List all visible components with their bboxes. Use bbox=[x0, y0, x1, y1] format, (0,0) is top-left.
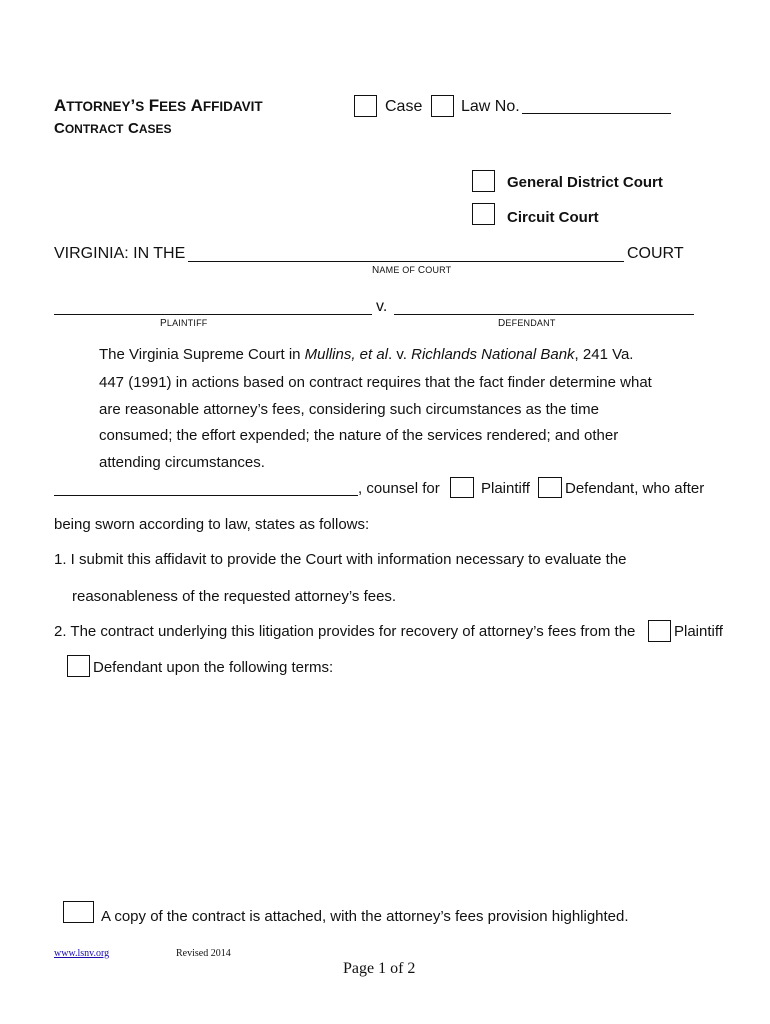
intro-line-4: consumed; the effort expended; the nature of the services rendered; and other bbox=[99, 427, 619, 444]
footer-revised: Revised 2014 bbox=[176, 948, 231, 959]
case-label: Case bbox=[385, 98, 423, 115]
case-checkbox[interactable] bbox=[354, 95, 377, 117]
item-2-line-1: 2. The contract underlying this litigation provides for recovery of attorney’s fees from the bbox=[54, 623, 636, 640]
sworn-statement: being sworn according to law, states as follows: bbox=[54, 516, 370, 533]
court-name-field[interactable] bbox=[188, 261, 624, 262]
form-subtitle: CONTRACT CASES bbox=[54, 120, 172, 137]
contract-terms-area[interactable] bbox=[54, 690, 714, 890]
circuit-court-checkbox[interactable] bbox=[472, 203, 495, 225]
item-1-line-2: reasonableness of the requested attorney’s fees. bbox=[72, 588, 397, 605]
counsel-name-field[interactable] bbox=[54, 495, 358, 496]
intro-line-3: are reasonable attorney’s fees, considering such circumstances as the time bbox=[99, 401, 599, 418]
law-no-checkbox[interactable] bbox=[431, 95, 454, 117]
item-1-line-1: 1. I submit this affidavit to provide the Court with information necessary to evaluate the bbox=[54, 551, 627, 568]
court-suffix: COURT bbox=[627, 245, 684, 262]
law-no-label: Law No. bbox=[461, 98, 520, 115]
counsel-for-label: , counsel for bbox=[358, 480, 440, 497]
defendant-caption: DEFENDANT bbox=[498, 318, 556, 329]
footer-link[interactable]: www.lsnv.org bbox=[54, 948, 110, 959]
intro-line-2: 447 (1991) in actions based on contract requires that the fact finder determine what bbox=[99, 374, 652, 391]
general-district-court-label: General District Court bbox=[507, 174, 663, 191]
copy-attached-checkbox[interactable] bbox=[63, 901, 94, 923]
plaintiff-field[interactable] bbox=[54, 314, 372, 315]
item-2-defendant-checkbox[interactable] bbox=[67, 655, 90, 677]
intro-line-1: The Virginia Supreme Court in Mullins, et al. v. Richlands National Bank, 241 Va. bbox=[99, 346, 634, 363]
item-2-defendant-label: Defendant upon the following terms: bbox=[93, 659, 334, 676]
versus-label: v. bbox=[376, 298, 388, 315]
plaintiff-caption: PLAINTIFF bbox=[160, 318, 208, 329]
counsel-plaintiff-checkbox[interactable] bbox=[450, 477, 474, 498]
counsel-defendant-checkbox[interactable] bbox=[538, 477, 562, 498]
general-district-court-checkbox[interactable] bbox=[472, 170, 495, 192]
virginia-label: VIRGINIA: IN THE bbox=[54, 245, 186, 262]
counsel-plaintiff-label: Plaintiff bbox=[481, 480, 530, 497]
counsel-defendant-label: Defendant, who after bbox=[565, 480, 705, 497]
copy-attached-label: A copy of the contract is attached, with the attorney’s fees provision highlighted. bbox=[101, 908, 629, 925]
form-title: ATTORNEY’S FEES AFFIDAVIT bbox=[54, 96, 263, 115]
name-of-court-caption: NAME OF COURT bbox=[372, 265, 452, 276]
circuit-court-label: Circuit Court bbox=[507, 209, 599, 226]
item-2-plaintiff-label: Plaintiff bbox=[674, 623, 723, 640]
defendant-field[interactable] bbox=[394, 314, 694, 315]
page-number: Page 1 of 2 bbox=[343, 960, 416, 977]
law-no-field[interactable] bbox=[522, 113, 671, 114]
item-2-plaintiff-checkbox[interactable] bbox=[648, 620, 671, 642]
intro-line-5: attending circumstances. bbox=[99, 454, 265, 471]
